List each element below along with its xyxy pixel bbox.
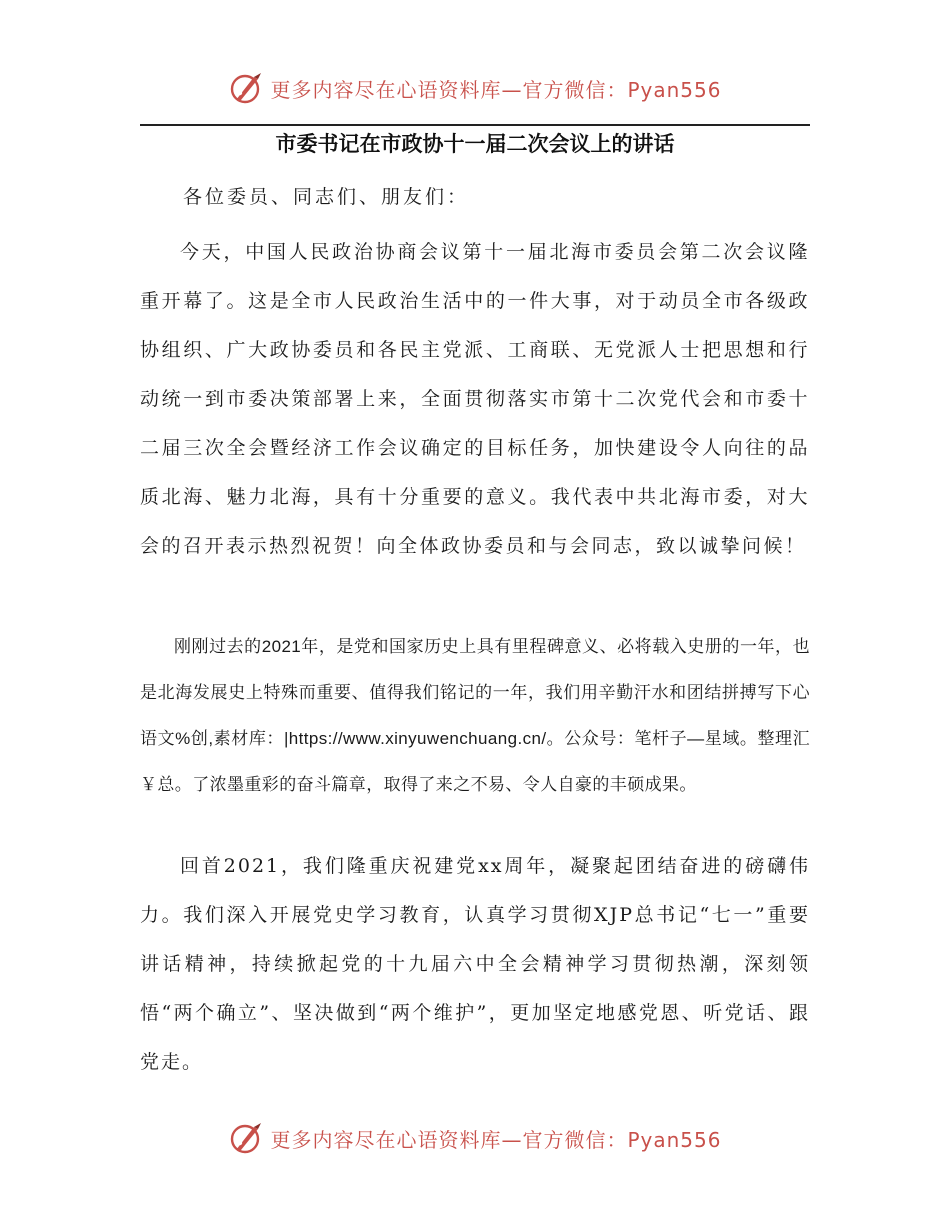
greeting: 各位委员、同志们、朋友们： (183, 186, 470, 208)
header-rule (140, 124, 810, 126)
paragraph-1: 今天，中国人民政治协商会议第十一届北海市委员会第二次会议隆重开幕了。这是全市人民政治生活中的一件大事，对于动员全市各级政协组织、广大政协委员和各民主党派、工商联、无党派人士把思想和行动统一到市委决策部署上来，全面贯彻落实市第十二次党代会和市委十二届三次全会暨经济工作会议确定的目标任务，加快建设令人向往的品质北海、魅力北海，具有十分重要的意义。我代表中共北海市委，对大会的召开表示热烈祝贺！向全体政协委员和与会同志，致以诚挚问候！ (140, 241, 810, 557)
banner-text: 更多内容尽在心语资料库—官方微信：Pyan556 (270, 77, 722, 102)
paragraph-2: 刚刚过去的2021年，是党和国家历史上具有里程碑意义、必将载入史册的一年，也是北海发展史上特殊而重要、值得我们铭记的一年，我们用辛勤汗水和团结拼搏写下心语文%创,素材库：|https://www.xinyuwenchuang.cn/。公众号：笔杆子—星域。整理汇￥总。了浓墨重彩的奋斗篇章，取得了来之不易、令人自豪的丰硕成果。 (140, 637, 810, 794)
paragraph-3: 回首2021，我们隆重庆祝建党xx周年，凝聚起团结奋进的磅礴伟力。我们深入开展党史学习教育，认真学习贯彻XJP总书记“七一”重要讲话精神，持续掀起党的十九届六中全会精神学习贯彻热潮，深刻领悟“两个确立”、坚决做到“两个维护”，更加坚定地感党恩、听党话、跟党走。 (140, 855, 810, 1073)
footer-banner (0, 1120, 950, 1156)
quill-logo-icon (228, 70, 264, 106)
header-banner (0, 70, 950, 106)
quill-logo-icon (228, 1120, 264, 1156)
banner-text: 更多内容尽在心语资料库—官方微信：Pyan556 (270, 1127, 722, 1152)
page-title: 市委书记在市政协十一届二次会议上的讲话 (275, 132, 675, 156)
